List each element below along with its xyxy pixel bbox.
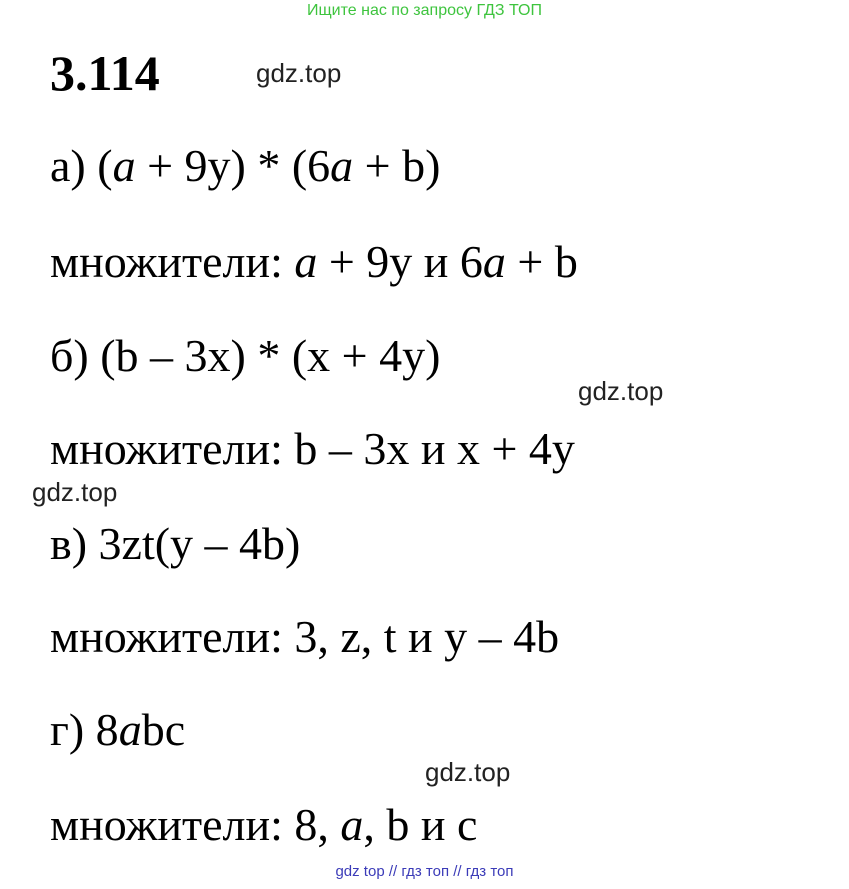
variable: a bbox=[330, 140, 354, 191]
search-hint-banner: Ищите нас по запросу ГДЗ ТОП bbox=[307, 2, 542, 19]
item-g-factors: множители: 8, a, b и c bbox=[50, 799, 478, 850]
watermark: gdz.top bbox=[32, 477, 118, 507]
variable: a bbox=[294, 236, 318, 287]
variable: a bbox=[482, 236, 506, 287]
variable: a bbox=[340, 799, 364, 850]
exercise-number: 3.114 bbox=[50, 45, 160, 101]
item-v-factors: множители: 3, z, t и y – 4b bbox=[50, 611, 560, 662]
item-b-expression: б) (b – 3x) * (x + 4y) bbox=[50, 330, 441, 381]
footer-links: gdz top // гдз топ // гдз топ bbox=[335, 863, 514, 880]
item-a-expression: а) (a + 9y) * (6a + b) bbox=[50, 140, 441, 191]
watermark: gdz.top bbox=[256, 58, 342, 88]
watermark: gdz.top bbox=[578, 376, 664, 406]
variable: a bbox=[118, 704, 142, 755]
watermark: gdz.top bbox=[425, 757, 511, 787]
item-g-expression: г) 8abc bbox=[50, 704, 186, 755]
variable: a bbox=[112, 140, 136, 191]
item-b-factors: множители: b – 3x и x + 4y bbox=[50, 423, 575, 474]
item-a-factors: множители: a + 9y и 6a + b bbox=[50, 236, 578, 287]
item-v-expression: в) 3zt(y – 4b) bbox=[50, 518, 301, 569]
